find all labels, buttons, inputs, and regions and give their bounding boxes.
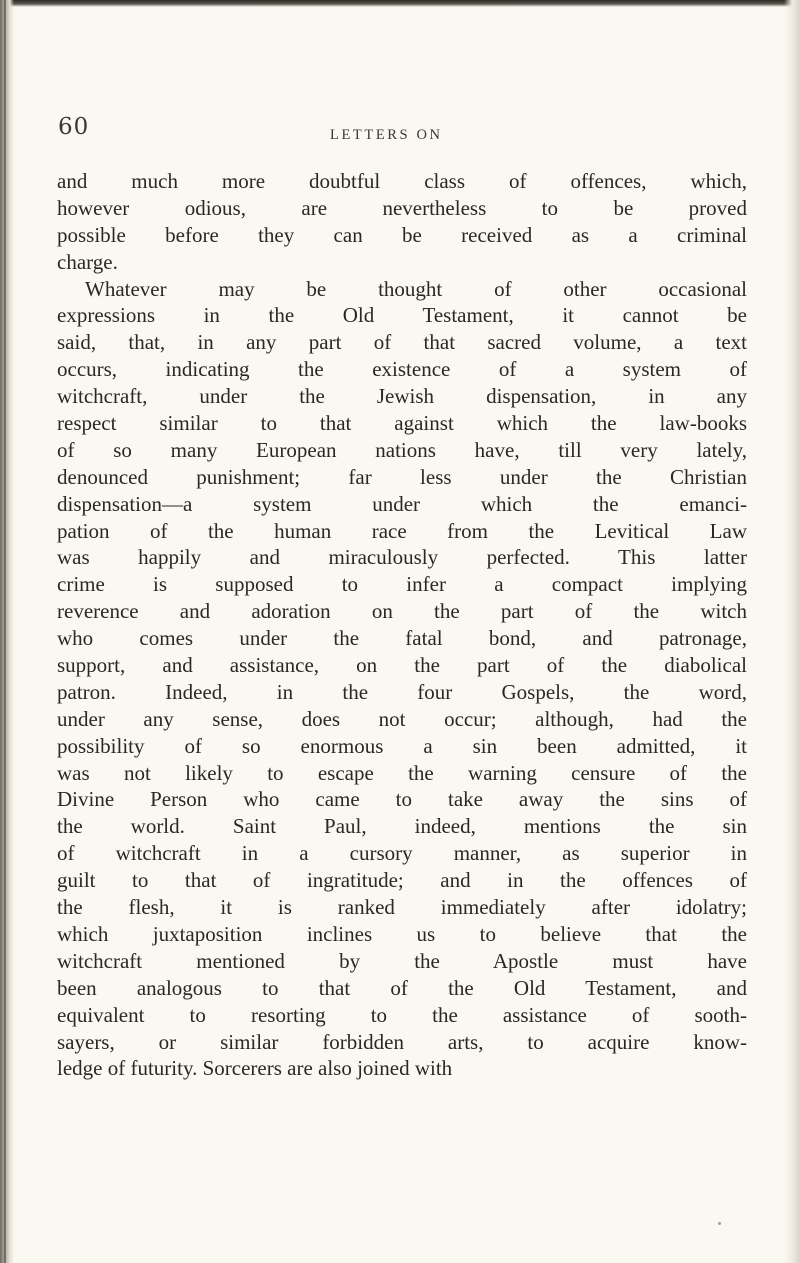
text-line: Divine Person who came to take away the sins of	[57, 787, 747, 812]
text-line: respect similar to that against which the law-books	[57, 411, 747, 436]
text-line: and much more doubtful class of offences, which,	[57, 169, 747, 193]
text-line: which juxtaposition inclines us to believe that the	[57, 921, 747, 946]
page-number: 60	[58, 114, 90, 140]
text-line: guilt to that of ingratitude; and in the offences of	[57, 868, 747, 893]
binding-gutter	[0, 0, 14, 1263]
text-line: who comes under the fatal bond, and patronage,	[57, 626, 747, 651]
running-head: LETTERS ON	[330, 127, 443, 143]
text-line: dispensation—a system under which the emanci-	[57, 491, 747, 516]
paper-speck	[718, 1222, 721, 1225]
text-line: was happily and miraculously perfected. This latter	[57, 545, 747, 570]
text-line: was not likely to escape the warning censure of the	[57, 760, 747, 785]
text-line: patron. Indeed, in the four Gospels, the word,	[57, 679, 747, 704]
text-line: Whatever may be thought of other occasional	[85, 276, 747, 301]
body-text	[57, 168, 747, 1082]
text-line: the flesh, it is ranked immediately after idolatry;	[57, 895, 747, 920]
text-line: occurs, indicating the existence of a system of	[57, 357, 747, 382]
text-line: witchcraft, under the Jewish dispensation, in any	[57, 384, 747, 409]
text-line: however odious, are nevertheless to be proved	[57, 195, 747, 220]
text-line: of witchcraft in a cursory manner, as superior in	[57, 841, 747, 866]
text-line: reverence and adoration on the part of the witch	[57, 599, 747, 624]
text-line: been analogous to that of the Old Testament, and	[57, 975, 747, 1000]
text-line: witchcraft mentioned by the Apostle must have	[57, 948, 747, 973]
text-line: expressions in the Old Testament, it cannot be	[57, 303, 747, 328]
page-top-edge	[0, 0, 800, 7]
text-line: charge.	[57, 249, 118, 274]
text-line: sayers, or similar forbidden arts, to acquire know-	[57, 1029, 747, 1054]
text-line: crime is supposed to infer a compact implying	[57, 572, 747, 597]
text-line: pation of the human race from the Levitical Law	[57, 518, 747, 543]
text-line: said, that, in any part of that sacred volume, a text	[57, 330, 747, 355]
text-line: under any sense, does not occur; although, had the	[57, 706, 747, 731]
text-line: possible before they can be received as a criminal	[57, 222, 747, 247]
text-line: support, and assistance, on the part of the diabolical	[57, 653, 747, 678]
text-line: possibility of so enormous a sin been admitted, it	[57, 733, 747, 758]
page-right-edge	[784, 0, 800, 1263]
text-line: of so many European nations have, till very lately,	[57, 437, 747, 462]
binding-line	[4, 0, 6, 1263]
text-line: ledge of futurity. Sorcerers are also joined with	[57, 1056, 453, 1081]
text-line: equivalent to resorting to the assistance of sooth-	[57, 1002, 747, 1027]
text-line: denounced punishment; far less under the Christian	[57, 464, 747, 489]
text-line: the world. Saint Paul, indeed, mentions the sin	[57, 814, 747, 839]
